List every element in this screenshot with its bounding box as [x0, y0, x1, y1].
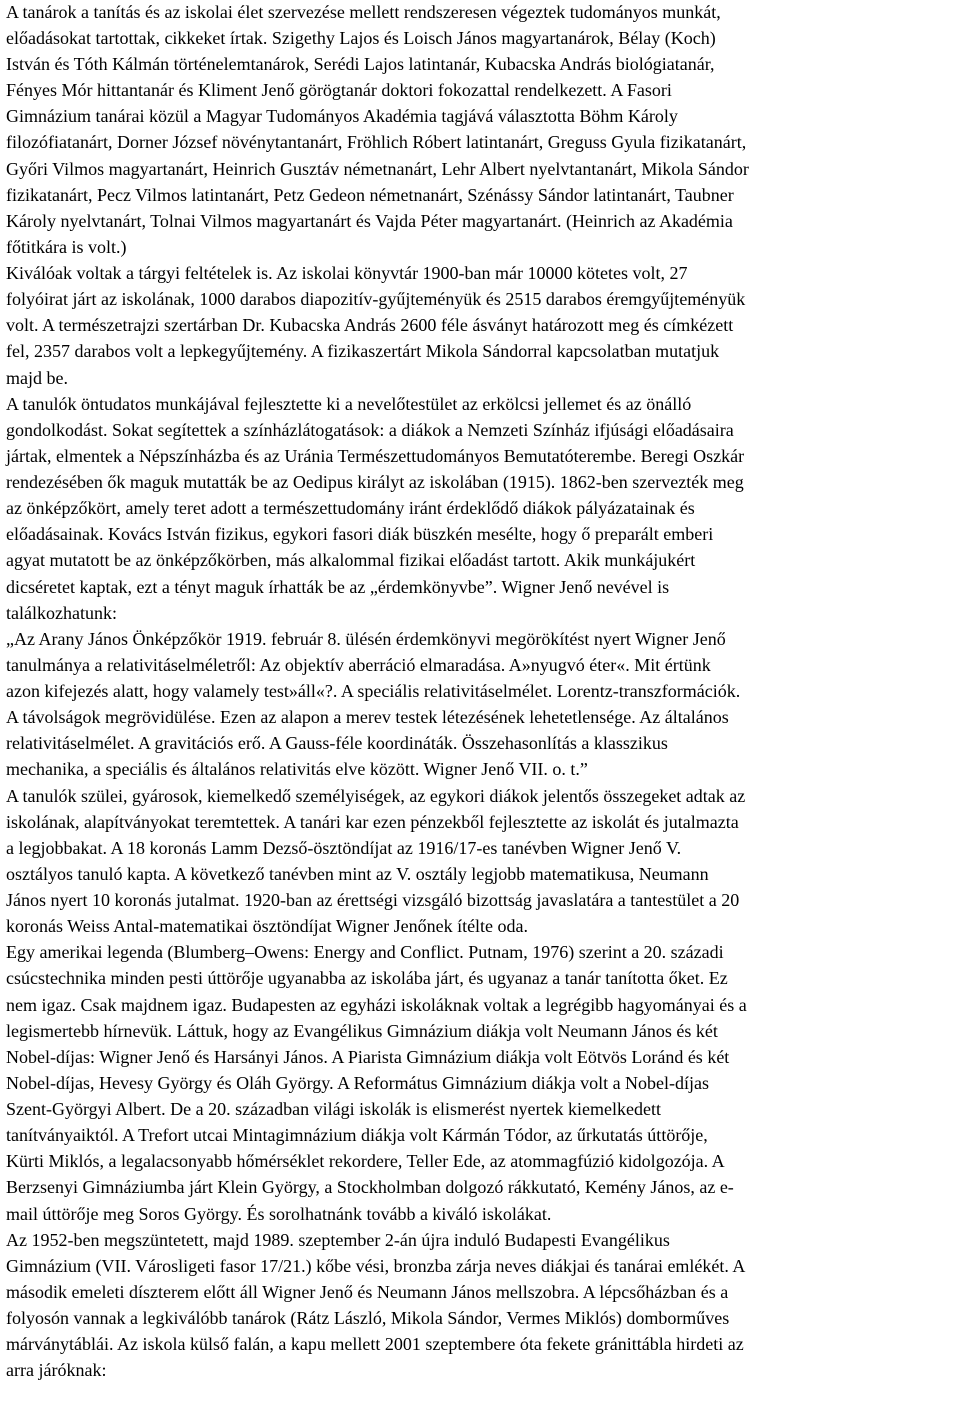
text-line: osztályos tanuló kapta. A következő tanévben mint az V. osztály legjobb matematikusa, Neumann: [6, 864, 709, 884]
text-line: jártak, elmentek a Népszínházba és az Uránia Természettudományos Bemutatóterembe. Beregi Oszkár: [6, 446, 745, 466]
text-line: Szent-Györgyi Albert. De a 20. században világi iskolák is elismerést nyertek kiemelkedett: [6, 1099, 661, 1119]
text-line: A tanárok a tanítás és az iskolai élet szervezése mellett rendszeresen végeztek tudományos munkát,: [6, 2, 721, 22]
text-line: főtitkára is volt.): [6, 237, 127, 257]
text-line: rendezésében ők maguk mutatták be az Oedipus királyt az iskolában (1915). 1862-ben szervezték meg: [6, 472, 744, 492]
text-line: A távolságok megrövidülése. Ezen az alapon a merev testek létezésének lehetetlensége. Az általános: [6, 707, 729, 727]
text-line: Fényes Mór hittantanár és Kliment Jenő görögtanár doktori fokozattal rendelkezett. A Fasori: [6, 80, 672, 100]
text-line: tanulmánya a relativitáselméletről: Az objektív aberráció elmaradása. A»nyugvó éter«. Mit értünk: [6, 655, 711, 675]
text-line: mail úttörője meg Soros György. És sorolhatnánk tovább a kiváló iskolákat.: [6, 1204, 552, 1224]
text-line: dicséretet kaptak, ezt a tényt maguk írhatták be az „érdemkönyvbe”. Wigner Jenő nevével is: [6, 577, 670, 597]
text-line: A tanulók öntudatos munkájával fejlesztette ki a nevelőtestület az erkölcsi jellemet és az önálló: [6, 394, 692, 414]
text-line: folyosón vannak a legkiválóbb tanárok (Rátz László, Mikola Sándor, Vermes Miklós) domborműves: [6, 1308, 730, 1328]
text-line: Nobel-díjas, Hevesy György és Oláh György. A Református Gimnázium diákja volt a Nobel-díjas: [6, 1073, 710, 1093]
text-line: Győri Vilmos magyartanárt, Heinrich Gusztáv németnanárt, Lehr Albert nyelvtantanárt, Mikola Sándor: [6, 159, 749, 179]
text-line: Károly nyelvtanárt, Tolnai Vilmos magyartanárt és Vajda Péter magyartanárt. (Heinrich az Akadémia: [6, 211, 733, 231]
text-line: A tanulók szülei, gyárosok, kiemelkedő személyiségek, az egykori diákok jelentős összegeket adtak az: [6, 786, 746, 806]
text-line: azon kifejezés alatt, hogy valamely test»áll«?. A speciális relativitáselmélet. Lorentz-transzformációk.: [6, 681, 741, 701]
text-line: agyat mutatott be az önképzőkörben, más alkalommal fizikai előadást tartott. Akik munkájukért: [6, 550, 696, 570]
text-line: folyóirat járt az iskolának, 1000 darabos diapozitív-gyűjteményük és 2515 darabos éremgyűjteményük: [6, 289, 746, 309]
text-line: a legjobbakat. A 18 koronás Lamm Dezső-ösztöndíjat az 1916/17-es tanévben Wigner Jenő V.: [6, 838, 682, 858]
text-line: csúcstechnika minden pesti úttörője ugyanabba az iskolába járt, és ugyanaz a tanár tanította őket. Ez: [6, 968, 728, 988]
text-line: fel, 2357 darabos volt a lepkegyűjtemény. A fizikaszertárt Mikola Sándorral kapcsolatban mutatjuk: [6, 341, 720, 361]
text-line: volt. A természetrajzi szertárban Dr. Kubacska András 2600 féle ásványt határozott meg és címkézett: [6, 315, 734, 335]
text-line: majd be.: [6, 368, 68, 388]
text-line: mechanika, a speciális és általános relativitás elve között. Wigner Jenő VII. o. t.”: [6, 759, 588, 779]
text-line: koronás Weiss Antal-matematikai ösztöndíjat Wigner Jenőnek ítélte oda.: [6, 916, 529, 936]
text-line: találkozhatunk:: [6, 603, 117, 623]
text-line: Berzsenyi Gimnáziumba járt Klein György, a Stockholmban dolgozó rákkutató, Kemény János, az e-: [6, 1177, 734, 1197]
text-line: arra járóknak:: [6, 1360, 107, 1380]
text-line: filozófiatanárt, Dorner József növénytantanárt, Fröhlich Róbert latintanárt, Greguss Gyula fizikatanárt,: [6, 132, 747, 152]
text-line: relativitáselmélet. A gravitációs erő. A Gauss-féle koordináták. Összehasonlítás a klasszikus: [6, 733, 668, 753]
text-line: előadásainak. Kovács István fizikus, egykori fasori diák büszkén mesélte, hogy ő preparált emberi: [6, 524, 714, 544]
text-line: Kiválóak voltak a tárgyi feltételek is. Az iskolai könyvtár 1900-ban már 10000 kötetes volt, 27: [6, 263, 688, 283]
text-line: István és Tóth Kálmán történelemtanárok, Serédi Lajos latintanár, Kubacska András biológiatanár,: [6, 54, 715, 74]
text-line: gondolkodást. Sokat segítettek a színházlátogatások: a diákok a Nemzeti Színház ifjúsági előadásaira: [6, 420, 734, 440]
text-line: fizikatanárt, Pecz Vilmos latintanárt, Petz Gedeon németnanárt, Szénássy Sándor latintanárt, Taubner: [6, 185, 734, 205]
text-line: második emeleti díszterem előtt áll Wigner Jenő és Neumann János mellszobra. A lépcsőházban és a: [6, 1282, 729, 1302]
text-line: Gimnázium tanárai közül a Magyar Tudományos Akadémia tagjává választotta Böhm Károly: [6, 106, 678, 126]
text-line: előadásokat tartottak, cikkeket írtak. Szigethy Lajos és Loisch János magyartanárok, Bélay (Koch): [6, 28, 716, 48]
text-line: nem igaz. Csak majdnem igaz. Budapesten az egyházi iskoláknak voltak a legrégibb hagyományai és a: [6, 995, 747, 1015]
text-line: János nyert 10 koronás jutalmat. 1920-ban az érettségi vizsgáló bizottság javaslatára a tantestület a 20: [6, 890, 740, 910]
text-line: iskolának, alapítványokat teremtettek. A tanári kar ezen pénzekből fejlesztette az iskolát és jutalmazta: [6, 812, 739, 832]
text-line: tanítványaiktól. A Trefort utcai Mintagimnázium diákja volt Kármán Tódor, az űrkutatás úttörője,: [6, 1125, 708, 1145]
text-line: „Az Arany János Önképzőkör 1919. február 8. ülésén érdemkönyvi megörökítést nyert Wigner Jenő: [6, 629, 726, 649]
text-line: az önképzőkört, amely teret adott a természettudomány iránt érdeklődő diákok pályázatainak és: [6, 498, 695, 518]
text-line: Gimnázium (VII. Városligeti fasor 17/21.) kőbe vési, bronzba zárja neves diákjai és tanárai emlékét. A: [6, 1256, 746, 1276]
text-line: márványtáblái. Az iskola külső falán, a kapu mellett 2001 szeptembere óta fekete gránittábla hirdeti az: [6, 1334, 744, 1354]
text-line: Egy amerikai legenda (Blumberg–Owens: Energy and Conflict. Putnam, 1976) szerint a 20. századi: [6, 942, 724, 962]
text-line: Nobel-díjas: Wigner Jenő és Harsányi János. A Piarista Gimnázium diákja volt Eötvös Loránd és két: [6, 1047, 730, 1067]
text-line: Kürti Miklós, a legalacsonyabb hőmérséklet rekordere, Teller Ede, az atommagfúzió kidolgozója. A: [6, 1151, 725, 1171]
text-line: Az 1952-ben megszüntetett, majd 1989. szeptember 2-án újra induló Budapesti Evangélikus: [6, 1230, 670, 1250]
text-line: legismertebb hírnevük. Láttuk, hogy az Evangélikus Gimnázium diákja volt Neumann János és két: [6, 1021, 718, 1041]
